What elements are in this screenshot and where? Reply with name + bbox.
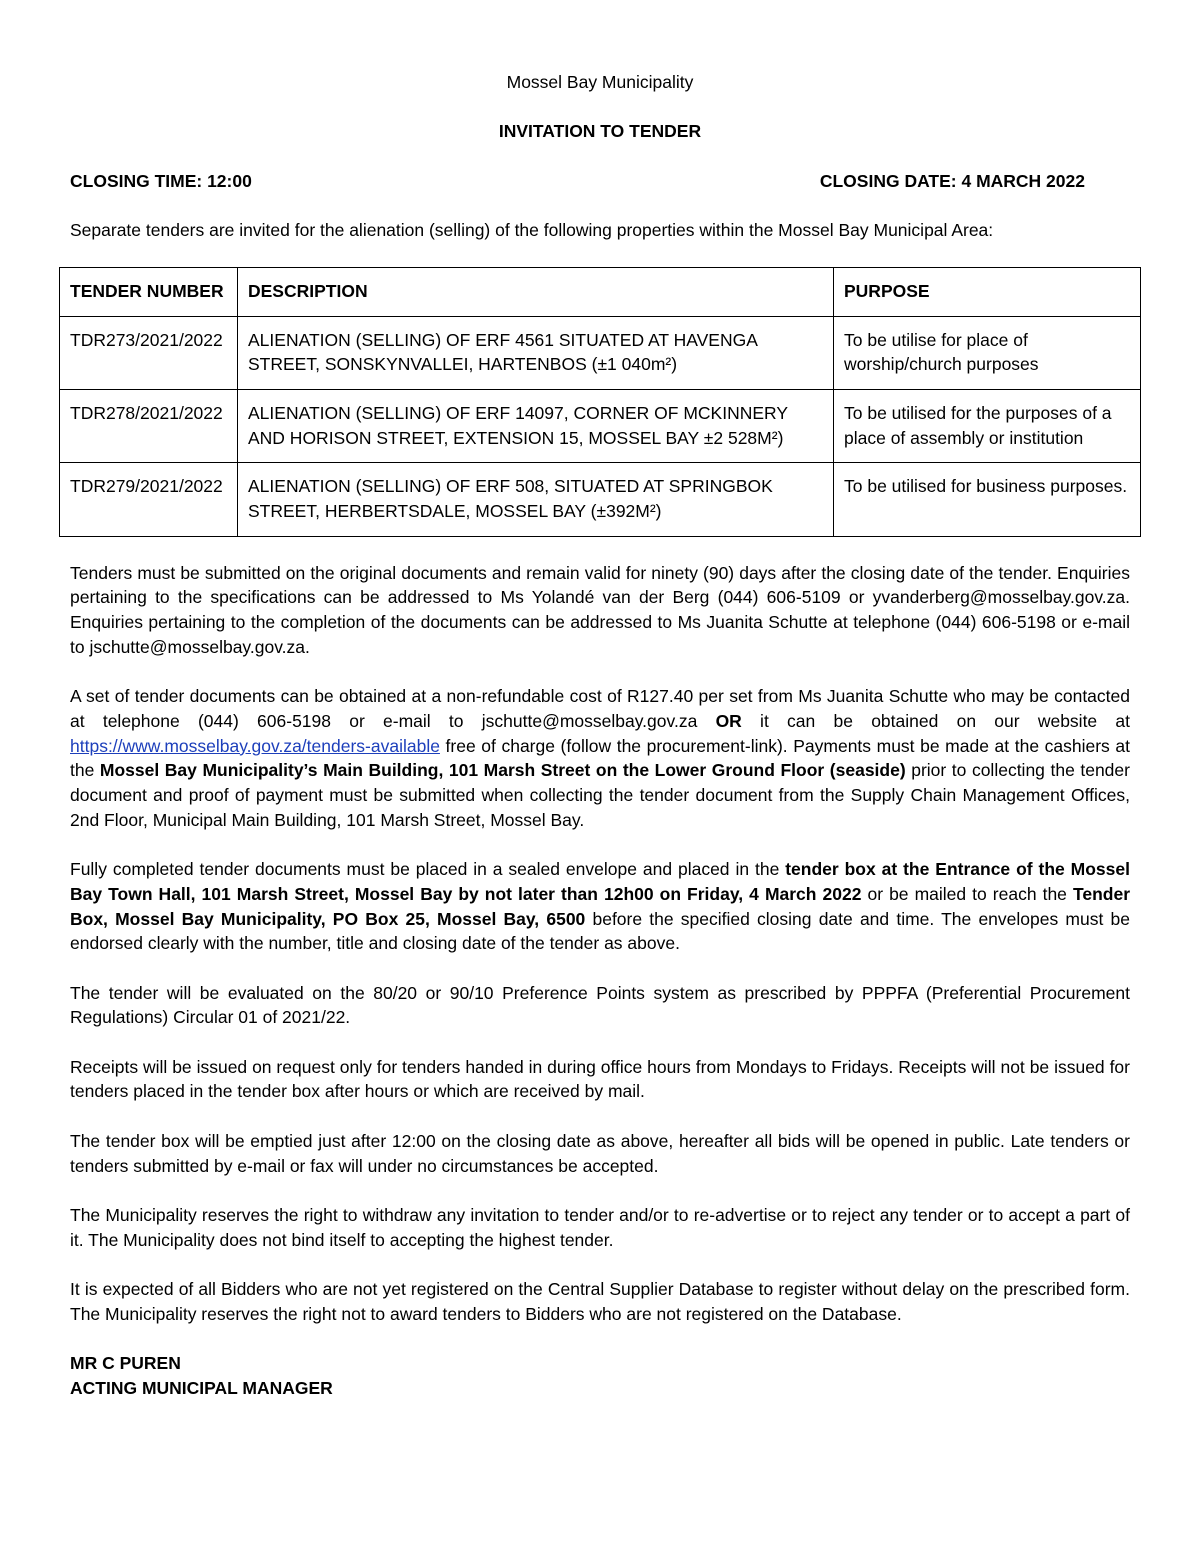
table-row (60, 463, 1141, 536)
submission-paragraph: Tenders must be submitted on the original documents and remain valid for ninety (90) days after the closing date of the tender. Enquiries pertaining to the specifications can be addressed to Ms Yolandé van der Berg (044) 606-5109 or yvanderberg@mosselbay.gov.za. Enquiries pertaining to the completion of the documents can be addressed to Ms Juanita Schutte at telephone (044) 606-5198 or e-mail to jschutte@mosselbay.gov.za. (70, 562, 1130, 657)
header-tender-number: TENDER NUMBER (60, 267, 238, 316)
closing-time: CLOSING TIME: 12:00 (70, 171, 252, 192)
delivery-paragraph (70, 857, 1130, 956)
header-purpose: PURPOSE (834, 267, 1141, 316)
table-row (60, 389, 1141, 462)
document-title: INVITATION TO TENDER (498, 120, 702, 141)
receipts-paragraph: Receipts will be issued on request only for tenders handed in during office hours from Mondays to Fridays. Receipts will not be issued for tenders placed in the tender box after hours or which are received by mail. (70, 1056, 1130, 1102)
documents-text-or: OR (715, 710, 742, 731)
tenders-website-link[interactable]: https://www.mosselbay.gov.za/tenders-available (70, 735, 440, 756)
reservation-paragraph: The Municipality reserves the right to withdraw any invitation to tender and/or to re-advertise or to reject any tender or to accept a part of it. The Municipality does not bind itself to accepting the highest tender. (70, 1204, 1130, 1250)
purpose-cell: To be utilise for place of worship/church purposes (834, 316, 1141, 389)
tender-number-cell: TDR279/2021/2022 (60, 463, 238, 536)
tender-number-cell: TDR273/2021/2022 (60, 316, 238, 389)
evaluation-paragraph: The tender will be evaluated on the 80/20 or 90/10 Preference Points system as prescribed by PPPFA (Preferential Procurement Regulations) Circular 01 of 2021/22. (70, 982, 1130, 1028)
documents-text-a: A set of tender documents can be obtained at a non-refundable cost of R127.40 per set from Ms Juanita Schutte who may be contacted at telephone (044) 606-5198 or e-mail to jschutte@mosselbay.gov.za (70, 686, 1130, 731)
documents-text-f: prior to collecting the tender document and proof of payment must be submitted when collecting the tender document from the Supply Chain Management Offices, 2nd Floor, Municipal Main Building, 101 Marsh Street, Mossel Bay. (70, 760, 1130, 830)
closing-date: CLOSING DATE: 4 MARCH 2022 (819, 171, 1085, 192)
table-header-row (60, 267, 1141, 316)
delivery-text-e: before the specified closing date and time. The envelopes must be endorsed clearly with the number, title and closing date of the tender as above. (70, 908, 1130, 954)
documents-text-location: Mossel Bay Municipality’s Main Building, 101 Marsh Street on the Lower Ground Floor (seaside) (99, 760, 906, 781)
table-row (60, 316, 1141, 389)
delivery-text-a: Fully completed tender documents must be placed in a sealed envelope and placed in the (70, 859, 786, 880)
description-cell: ALIENATION (SELLING) OF ERF 14097, CORNER OF MCKINNERY AND HORISON STREET, EXTENSION 15, MOSSEL BAY ±2 528M²) (238, 389, 834, 462)
documents-paragraph (70, 684, 1130, 832)
documents-text-d: free of charge (follow the procurement-link). Payments must be made at the cashiers at the (70, 735, 1130, 781)
description-cell: ALIENATION (SELLING) OF ERF 508, SITUATED AT SPRINGBOK STREET, HERBERTSDALE, MOSSEL BAY (±392M²) (238, 463, 834, 536)
tender-table (59, 267, 1141, 537)
purpose-cell: To be utilised for the purposes of a place of assembly or institution (834, 389, 1141, 462)
header-description: DESCRIPTION (238, 267, 834, 316)
delivery-text-postal: Tender Box, Mossel Bay Municipality, PO Box 25, Mossel Bay, 6500 (70, 883, 1130, 929)
signatory-name: MR C PUREN (70, 1353, 181, 1374)
tender-number-cell: TDR278/2021/2022 (60, 389, 238, 462)
description-cell: ALIENATION (SELLING) OF ERF 4561 SITUATED AT HAVENGA STREET, SONSKYNVALLEI, HARTENBOS (±1 040m²) (238, 316, 834, 389)
signatory-role: ACTING MUNICIPAL MANAGER (70, 1377, 333, 1398)
purpose-cell: To be utilised for business purposes. (834, 463, 1141, 536)
closing-info (70, 169, 1130, 194)
delivery-text-c: or be mailed to reach the (861, 883, 1073, 904)
intro-text: Separate tenders are invited for the alienation (selling) of the following properties within the Mossel Bay Municipal Area: (70, 220, 994, 241)
organization-name: Mossel Bay Municipality (506, 72, 694, 92)
tender-box-paragraph: The tender box will be emptied just after 12:00 on the closing date as above, hereafter all bids will be opened in public. Late tenders or tenders submitted by e-mail or fax will under no circumstances be accepted. (70, 1130, 1130, 1176)
registration-paragraph: It is expected of all Bidders who are not yet registered on the Central Supplier Database to register without delay on the prescribed form. The Municipality reserves the right not to award tenders to Bidders who are not registered on the Database. (70, 1279, 1130, 1324)
delivery-text-tender-box: tender box at the Entrance of the Mossel Bay Town Hall, 101 Marsh Street, Mossel Bay by not later than 12h00 on Friday, 4 March 2022 (70, 859, 1130, 904)
documents-text-c: it can be obtained on our website at (741, 710, 1130, 731)
